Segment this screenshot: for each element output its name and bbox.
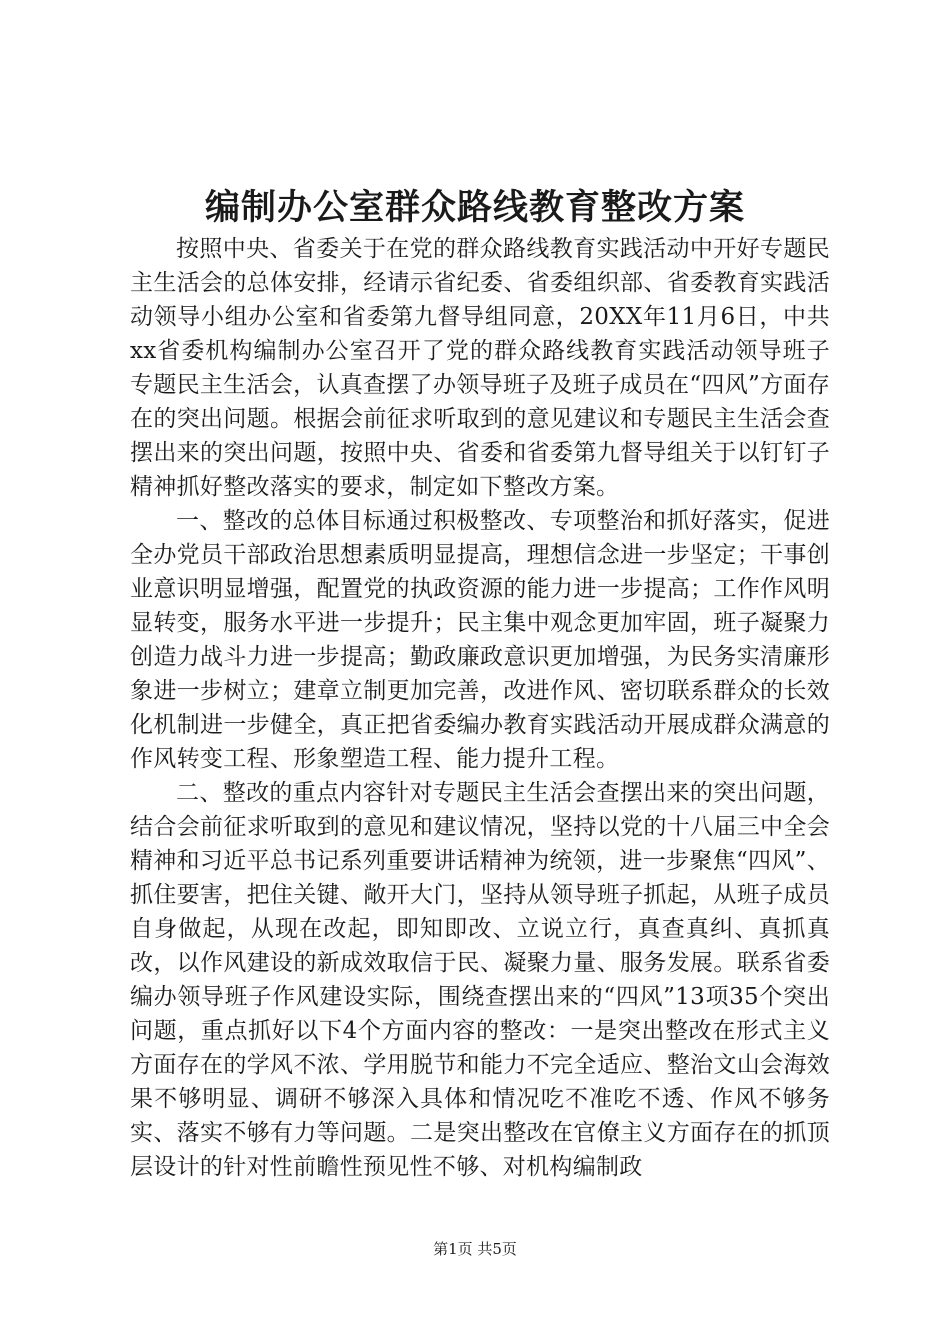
page-number-footer: 第1页 共5页 [433,1240,517,1258]
document-title: 编制办公室群众路线教育整改方案 [204,187,745,228]
document-body [130,232,830,1184]
paragraph-intro: 按照中央、省委关于在党的群众路线教育实践活动中开好专题民主生活会的总体安排，经请示省纪委、省委组织部、省委教育实践活动领导小组办公室和省委第九督导组同意，20XX年11月6日，中共xx省委机构编制办公室召开了党的群众路线教育实践活动领导班子专题民主生活会，认真查摆了办领导班子及班子成员在“四风”方面存在的突出问题。根据会前征求听取到的意见建议和专题民主生活会查摆出来的突出问题，按照中央、省委和省委第九督导组关于以钉钉子精神抓好整改落实的要求，制定如下整改方案。 [130,236,830,500]
paragraph-key-content: 二、整改的重点内容针对专题民主生活会查摆出来的突出问题，结合会前征求听取到的意见和建议情况，坚持以党的十八届三中全会精神和习近平总书记系列重要讲话精神为统领，进一步聚焦“四风”、抓住要害，把住关键、敞开大门，坚持从领导班子抓起，从班子成员自身做起，从现在改起，即知即改、立说立行，真查真纠、真抓真改，以作风建设的新成效取信于民、凝聚力量、服务发展。联系省委编办领导班子作风建设实际，围绕查摆出来的“四风”13项35个突出问题，重点抓好以下4个方面内容的整改：一是突出整改在形式主义方面存在的学风不浓、学用脱节和能力不完全适应、整治文山会海效果不够明显、调研不够深入具体和情况吃不准吃不透、作风不够务实、落实不够有力等问题。二是突出整改在官僚主义方面存在的抓顶层设计的针对性前瞻性预见性不够、对机构编制政 [130,780,830,1180]
paragraph-overall-goal: 一、整改的总体目标通过积极整改、专项整治和抓好落实，促进全办党员干部政治思想素质明显提高，理想信念进一步坚定；干事创业意识明显增强，配置党的执政资源的能力进一步提高；工作作风明显转变，服务水平进一步提升；民主集中观念更加牢固，班子凝聚力创造力战斗力进一步提高；勤政廉政意识更加增强，为民务实清廉形象进一步树立；建章立制更加完善，改进作风、密切联系群众的长效化机制进一步健全，真正把省委编办教育实践活动开展成群众满意的作风转变工程、形象塑造工程、能力提升工程。 [130,508,830,772]
